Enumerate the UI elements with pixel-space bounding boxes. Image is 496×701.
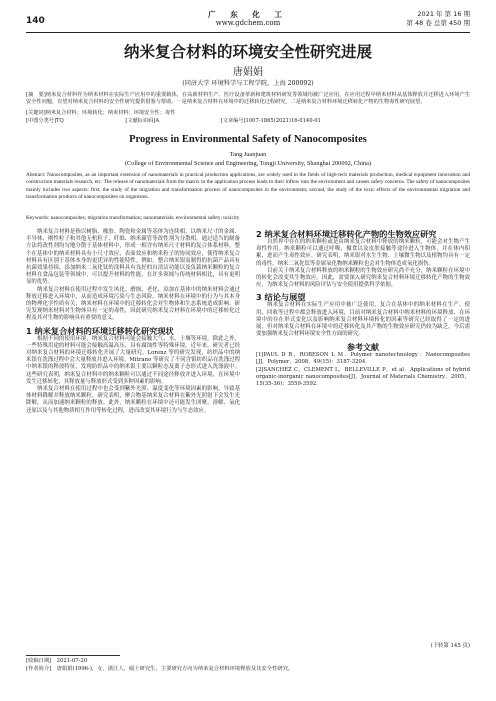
keywords-cn: [关键词]纳米复合材料；环境转化；纳米材料；环境安全性；毒性 [26, 110, 176, 116]
intro-paragraph: 纳米复合材料是指以树脂、橡胶、陶瓷和金属等基体为连续相，以纳米尺寸的金属、半导体、刚性粒子和其他无机粒子、纤维、纳米碳管等改性剂为分散相，通过适当的制备方法将改性剂均匀地分散于基体材料中，形成一相含有纳米尺寸材料的复合体系材料。整个在基体中的纳米材料具有小尺寸效应、表面效应和纳米粒子的协同效应，使得纳米复合材料具有区别于基体本身的更优异的性能特性。例如，整合纳米银而制得的抗菌产品具有抗菌效果持续、添加纳米二氧化钛的涂料具有良好的自清洁功能以及负载纳米颗粒的复合材料在食品包装等领域中，可以提升材料的性能，在许多领域与传统材料相比，具有更明显的优势。 [26, 229, 240, 286]
intro-paragraph-2: 纳米复合材料在使用过程中发生风化、磨损、老化、添加在基体中的纳米材料会通过释放迁移进入环境中，从而造成环境污染与生态风险。纳米材料在环境中的行为与其本身的物理化学性质有关，纳米材料在环境中的迁移转化会对生物体和生态系统造成影响。研究发现纳米材料对生物体具有一定的毒性，因此研究纳米复合材料在环境中的迁移转化过程及其对生物的影响具有重要的意义。 [26, 286, 240, 322]
section-1-paragraph-2: 纳米复合材料在使用过程中也会受到紫外光照、温度变化等环境因素的影响，导致基体材料降解并释放纳米颗粒。研究表明，聚合物基纳米复合材料在紫外光照射下会发生光降解，从而加速纳米颗粒的释放。此外，纳米颗粒在环境中还可能发生团聚、溶解、氧化还原以及与其他物质相互作用等转化过程，进而改变其环境行为与生态效应。 [26, 386, 240, 414]
abstract-en: Abstract: Nanocomposites, as an important extension of nanomaterials in practical production applications, are widely used in the fields of high-tech materials production, medical equipment innovation and construction materials research, etc. The release of nanomaterials from the matrix in the application process leads to their inflow into the environment and causes safety concerns. The safety of nanocomposites mainly includes two aspects: first, the study of the migration and transformation process of nanocomposites in the environment; second, the study of the toxic effects of the environmental migration and transformation products of nanocomposites on organisms. [26, 172, 470, 200]
author-en: Tang Juanjuan [229, 151, 267, 158]
section-2-paragraph-2: 目前关于纳米复合材料释放的纳米颗粒的生物效应研究尚不充分，纳米颗粒在环境中的转化会改变其生物效应。因此，需要深入研究纳米复合材料环境迁移转化产物的生物效应，为纳米复合材料的风险评估与安全使用提供科学依据。 [256, 267, 470, 289]
document-code: [文献标识码]A [125, 118, 160, 124]
section-2-heading: 2 纳米复合材料环境迁移转化产物的生物效应研究 [256, 229, 437, 239]
title-cn: 纳米复合材料的环境安全性研究进展 [123, 43, 372, 61]
section-3-heading: 3 结论与展望 [256, 292, 306, 303]
footnote [26, 658, 470, 673]
left-column [26, 229, 240, 415]
affiliation-en: (College of Environmental Science and Engineering, Tongji University, Shanghai 200092, China) [124, 160, 372, 167]
title-en: Progress in Environmental Safety of Nanocomposites [129, 134, 367, 145]
section-3-paragraph: 纳米复合材料在实际生产应用中被广泛使用，复合在基体中的纳米材料在生产、使用、回收等过程中都会释放进入环境，目前对纳米复合材料中纳米材料的环境释放、在环境中的存在形式变化以及影响纳米复合材料环境转化的因素等研究已经取得了一定的进展，但对纳米复合材料在环境中的迁移转化及其产物的生物效应研究仍较为缺乏，今后需要加强纳米复合材料环境安全性方面的研究。 [256, 302, 470, 338]
journal-masthead [26, 10, 470, 28]
received-date: [收稿日期] 2021-07-20 [26, 658, 88, 664]
author-info: [作者简介] 唐娟娟(1996-)，女，浙江人，硕士研究生，主要研究方向为纳米复合材料环境释放及其安全性研究。 [26, 665, 294, 672]
section-1-heading: 1 纳米复合材料的环境迁移转化研究现状 [26, 325, 174, 336]
year-issue: 2021 年 第 16 期 [417, 10, 470, 18]
affiliation-cn: (同济大学 环境科学与工程学院，上海 200092) [182, 80, 314, 87]
journal-site: www.gdchem.com [215, 19, 281, 27]
right-column [256, 229, 470, 389]
keywords-en: Keywords: nanocomposites; migration transformation; nanomaterials; environmental safety; toxicity [26, 215, 240, 221]
section-2-paragraph-1: 自然界中存在的纳米颗粒或是由纳米复合材料中释放的纳米颗粒，可能会对生物产生毒性作用。纳米颗粒可以通过呼吸、摄食以及皮肤接触等途径进入生物体，并在体内积累，进而产生毒性效应。研究表明，纳米银对水生生物、土壤微生物以及植物均具有一定的毒性。纳米二氧化钛等金属氧化物纳米颗粒也会对生物体造成氧化损伤。 [256, 239, 470, 267]
page-header [26, 10, 470, 33]
reference-item: [2]SANCHEZ C，CLEMENT L，BELLEVILLE P，et al．Applications of hybrid organic-inorganic nanocomposites[J]．Journal of Materials Chemistry，2005，15(35-36)：3559-3592． [256, 366, 470, 387]
section-1-paragraph: 根据不同的使用环境，纳米复合材料可能会接触大气、水、土壤等环境。除此之外，一些特殊用途的材料可能会接触高温高压、具有腐蚀性等特殊环境。近年来，研究者已经对纳米复合材料的环境迁移转化开展了大量研究。Lorenz 等的研究发现，纺织品中的纳米银在洗涤过程中会大量释放并进入环境。Mitrano 等研究了不同含银纺织品在洗涤过程中纳米银的释放特征，发现纺织品中的纳米银主要以颗粒态及离子态形式进入洗涤液中。这些研究表明，纳米复合材料中的纳米颗粒可以通过不同途径释放并进入环境，在环境中发生迁移转化，其释放量与释放形式受到多种因素的影响。 [26, 335, 240, 385]
volume-total: 第 48 卷 总第 450 期 [406, 19, 470, 27]
author-cn: 唐娟娟 [233, 67, 263, 78]
references-heading: 参考文献 [347, 343, 379, 353]
footnote-rule [26, 655, 120, 656]
clc-number: [中图分类号]TQ [26, 118, 64, 124]
abstract-cn: [摘 要]纳米复合材料作为纳米材料在实际生产应用中的重要载体，在高新材料生产、医疗设备革新和建筑材料研发等领域均被广泛应用。在应用过程中纳米材料从基体释放并迁移进入环境产生安全性问题，有望对纳米复合材料的安全性研究提供借鉴与帮助。一是纳米复合材料在环境中的迁移转化过程研究，二是纳米复合材料环境迁移转化产物的生物毒性研究展望。 [26, 92, 470, 106]
issue-info [406, 10, 470, 28]
classification-line [26, 117, 470, 124]
page-number: 140 [26, 16, 45, 26]
reference-item: [1]PAUL D R，ROBESON L M．Polymer nanotechnology：Nanocomposites [J]．Polymer，2008，49(15)：3187-3204． [256, 351, 470, 365]
article-number: [文章编号]1007-1865(2021)16-0140-01 [220, 118, 321, 124]
journal-name: 广 东 化 工 [208, 10, 288, 19]
continued-note: (下转第 145 页) [430, 643, 470, 649]
reference-list [256, 352, 470, 388]
